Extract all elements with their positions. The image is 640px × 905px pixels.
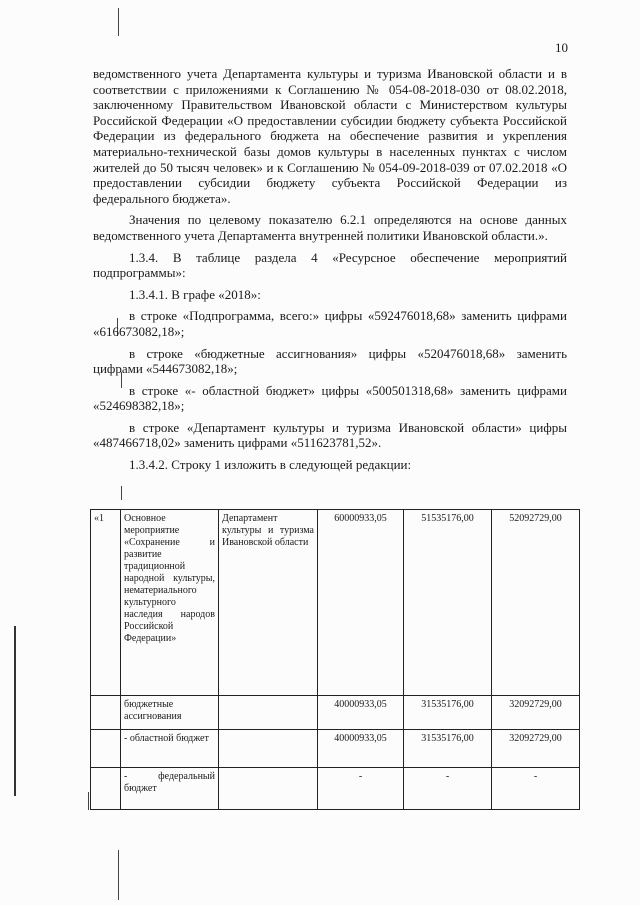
row-value-1: 40000933,05 [318,730,404,768]
table-row [91,696,580,730]
paragraph-indicator-values: Значения по целевому показателю 6.2.1 определяются на основе данных ведомственного учета Департамента внутренней политики Ивановской области.». [93,212,567,243]
resource-table [90,509,580,810]
paragraph-1-3-4: 1.3.4. В таблице раздела 4 «Ресурсное обеспечение мероприятий подпрограммы»: [93,249,567,281]
document-body [93,66,567,473]
row-value-2: 31535176,00 [404,730,492,768]
scan-mark [118,850,119,900]
scan-mark [14,626,16,796]
scan-mark [88,792,89,810]
row-value-2: 51535176,00 [404,510,492,696]
row-executor [219,730,318,768]
paragraph-department: в строке «Департамент культуры и туризма Ивановской области» цифры «487466718,02» заменить цифрами «511623781,52». [93,419,567,451]
row-name: Основное мероприятие «Сохранение и развитие традиционной народной культуры, нематериального культурного наследия народов Российской Федерации» [121,510,219,696]
row-value-2: 31535176,00 [404,696,492,730]
page-number: 10 [555,40,568,55]
row-value-2: - [404,768,492,810]
row-executor [219,768,318,810]
row-name: - областной бюджет [121,730,219,768]
scan-mark [121,486,122,500]
paragraph-budget-allocations: в строке «бюджетные ассигнования» цифры «520476018,68» заменить цифрами «544673082,18»; [93,345,567,377]
row-name: - федеральный бюджет [121,768,219,810]
paragraph-regional-budget: в строке «- областной бюджет» цифры «500501318,68» заменить цифрами «524698382,18»; [93,382,567,414]
table-row [91,730,580,768]
row-executor [219,696,318,730]
row-number [91,768,121,810]
row-executor: Департамент культуры и туризма Ивановской области [219,510,318,696]
scan-mark [118,8,119,36]
paragraph-1-3-4-2: 1.3.4.2. Строку 1 изложить в следующей редакции: [129,457,412,473]
paragraph-1-3-4-1: 1.3.4.1. В графе «2018»: [129,286,261,302]
paragraph-subprogram-total: в строке «Подпрограмма, всего:» цифры «592476018,68» заменить цифрами «616673082,18»; [93,308,567,339]
row-value-1: 40000933,05 [318,696,404,730]
row-name: бюджетные ассигнования [121,696,219,730]
paragraph-continuation: ведомственного учета Департамента культуры и туризма Ивановской области и в соответствии с приложениями к Соглашению № 054-08-2018-030 от 08.02.2018, заключенному Правительством Ивановской области с Министерством культуры Российской Федерации «О предоставлении субсидии бюджету субъекта Российской Федерации из федерального бюджета на обеспечение развития и укрепления материально-технической базы домов культуры в населенных пунктах с числом жителей до 50 тысяч человек» и к Соглашению № 054-09-2018-039 от 07.02.2018 «О предоставлении субсидии бюджету субъекта Российской Федерации из федерального бюджета». [93,66,567,206]
row-value-1: - [318,768,404,810]
row-value-3: 32092729,00 [492,730,580,768]
row-value-3: 52092729,00 [492,510,580,696]
row-number [91,730,121,768]
row-number: «1 [91,510,121,696]
table-row [91,768,580,810]
table-row [91,510,580,696]
row-value-3: 32092729,00 [492,696,580,730]
row-number [91,696,121,730]
row-value-3: - [492,768,580,810]
row-value-1: 60000933,05 [318,510,404,696]
